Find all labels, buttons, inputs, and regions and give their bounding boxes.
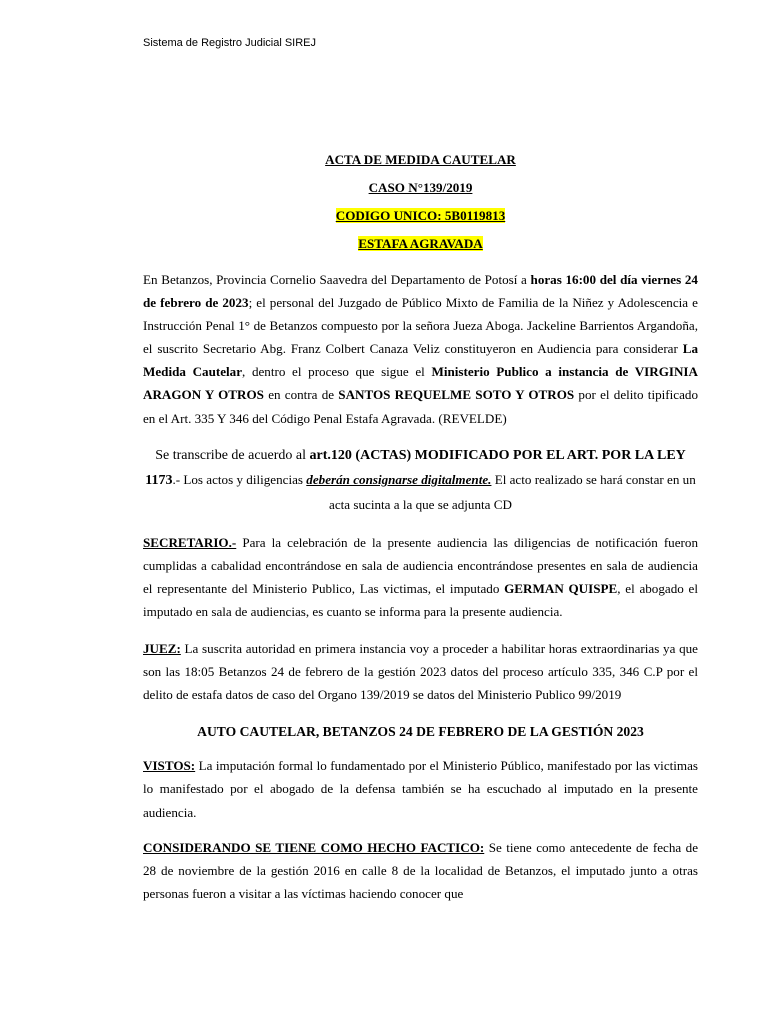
juez-label: JUEZ: <box>143 641 181 657</box>
vistos-paragraph: VISTOS: La imputación formal lo fundamentado por el Ministerio Público, manifestado por las victimas lo manifestado por el abogado de la defensa también se ha escuchado al imputado en la presente audiencia. <box>143 758 698 820</box>
considerando-label: CONSIDERANDO SE TIENE COMO HECHO FACTICO: <box>143 839 485 855</box>
vistos-label: VISTOS: <box>143 758 196 774</box>
secretario-label: SECRETARIO.- <box>143 534 237 550</box>
title-acta: ACTA DE MEDIDA CAUTELAR <box>325 152 516 167</box>
auto-cautelar-title: AUTO CAUTELAR, BETANZOS 24 DE FEBRERO DE LA GESTIÓN 2023 <box>197 724 644 740</box>
title-caso: CASO N°139/2019 <box>368 180 473 195</box>
document-body <box>143 151 698 905</box>
system-name: Sistema de Registro Judicial SIREJ <box>143 37 317 49</box>
intro-paragraph: En Betanzos, Provincia Cornelio Saavedra del Departamento de Potosí a horas 16:00 del día viernes 24 de febrero de 2023; el personal del Juzgado de Público Mixto de Familia de la Niñez y Adolescencia e Instrucción Penal 1° de Betanzos compuesto por la señora Jueza Aboga. Jackeline Barrientos Argandoña, el suscrito Secretario Abg. Franz Colbert Canaza Veliz constituyeron en Audiencia para considerar La Medida Cautelar, dentro el proceso que sigue el Ministerio Publico a instancia de VIRGINIA ARAGON Y OTROS en contra de SANTOS REQUELME SOTO Y OTROS por el delito tipificado en el Art. 335 Y 346 del Código Penal Estafa Agravada. (REVELDE) <box>143 272 698 426</box>
page-header <box>143 37 316 49</box>
title-codigo: CODIGO UNICO: 5B0119813 <box>335 208 506 223</box>
title-delito: ESTAFA AGRAVADA <box>358 236 483 251</box>
considerando-paragraph: CONSIDERANDO SE TIENE COMO HECHO FACTICO: Se tiene como antecedente de fecha de 28 de noviembre de la gestión 2016 en calle 8 de la localidad de Betanzos, el imputado junto a otras personas fueron a visitar a las víctimas haciendo conocer que <box>143 839 699 901</box>
articulo-paragraph: Se transcribe de acuerdo al art.120 (ACTAS) MODIFICADO POR EL ART. POR LA LEY 1173.- Los actos y diligencias deberán consignarse digitalmente. El acto realizado se hará constar en un acta sucinta a la que se adjunta CD <box>145 447 696 512</box>
juez-paragraph: JUEZ: La suscrita autoridad en primera instancia voy a proceder a habilitar horas extraordinarias ya que son las 18:05 Betanzos 24 de febrero de la gestión 2023 datos del proceso artículo 335, 346 C.P por el delito de estafa datos de caso del Organo 139/2019 se datos del Ministerio Publico 99/2019 <box>143 641 698 703</box>
secretario-paragraph: SECRETARIO.- Para la celebración de la presente audiencia las diligencias de notificación fueron cumplidas a cabalidad encontrándose en sala de audiencia encontrándose presentes en sala de audiencia el representante del Ministerio Publico, Las victimas, el imputado GERMAN QUISPE, el abogado el imputado en sala de audiencias, es cuanto se informa para la presente audiencia. <box>143 534 698 619</box>
